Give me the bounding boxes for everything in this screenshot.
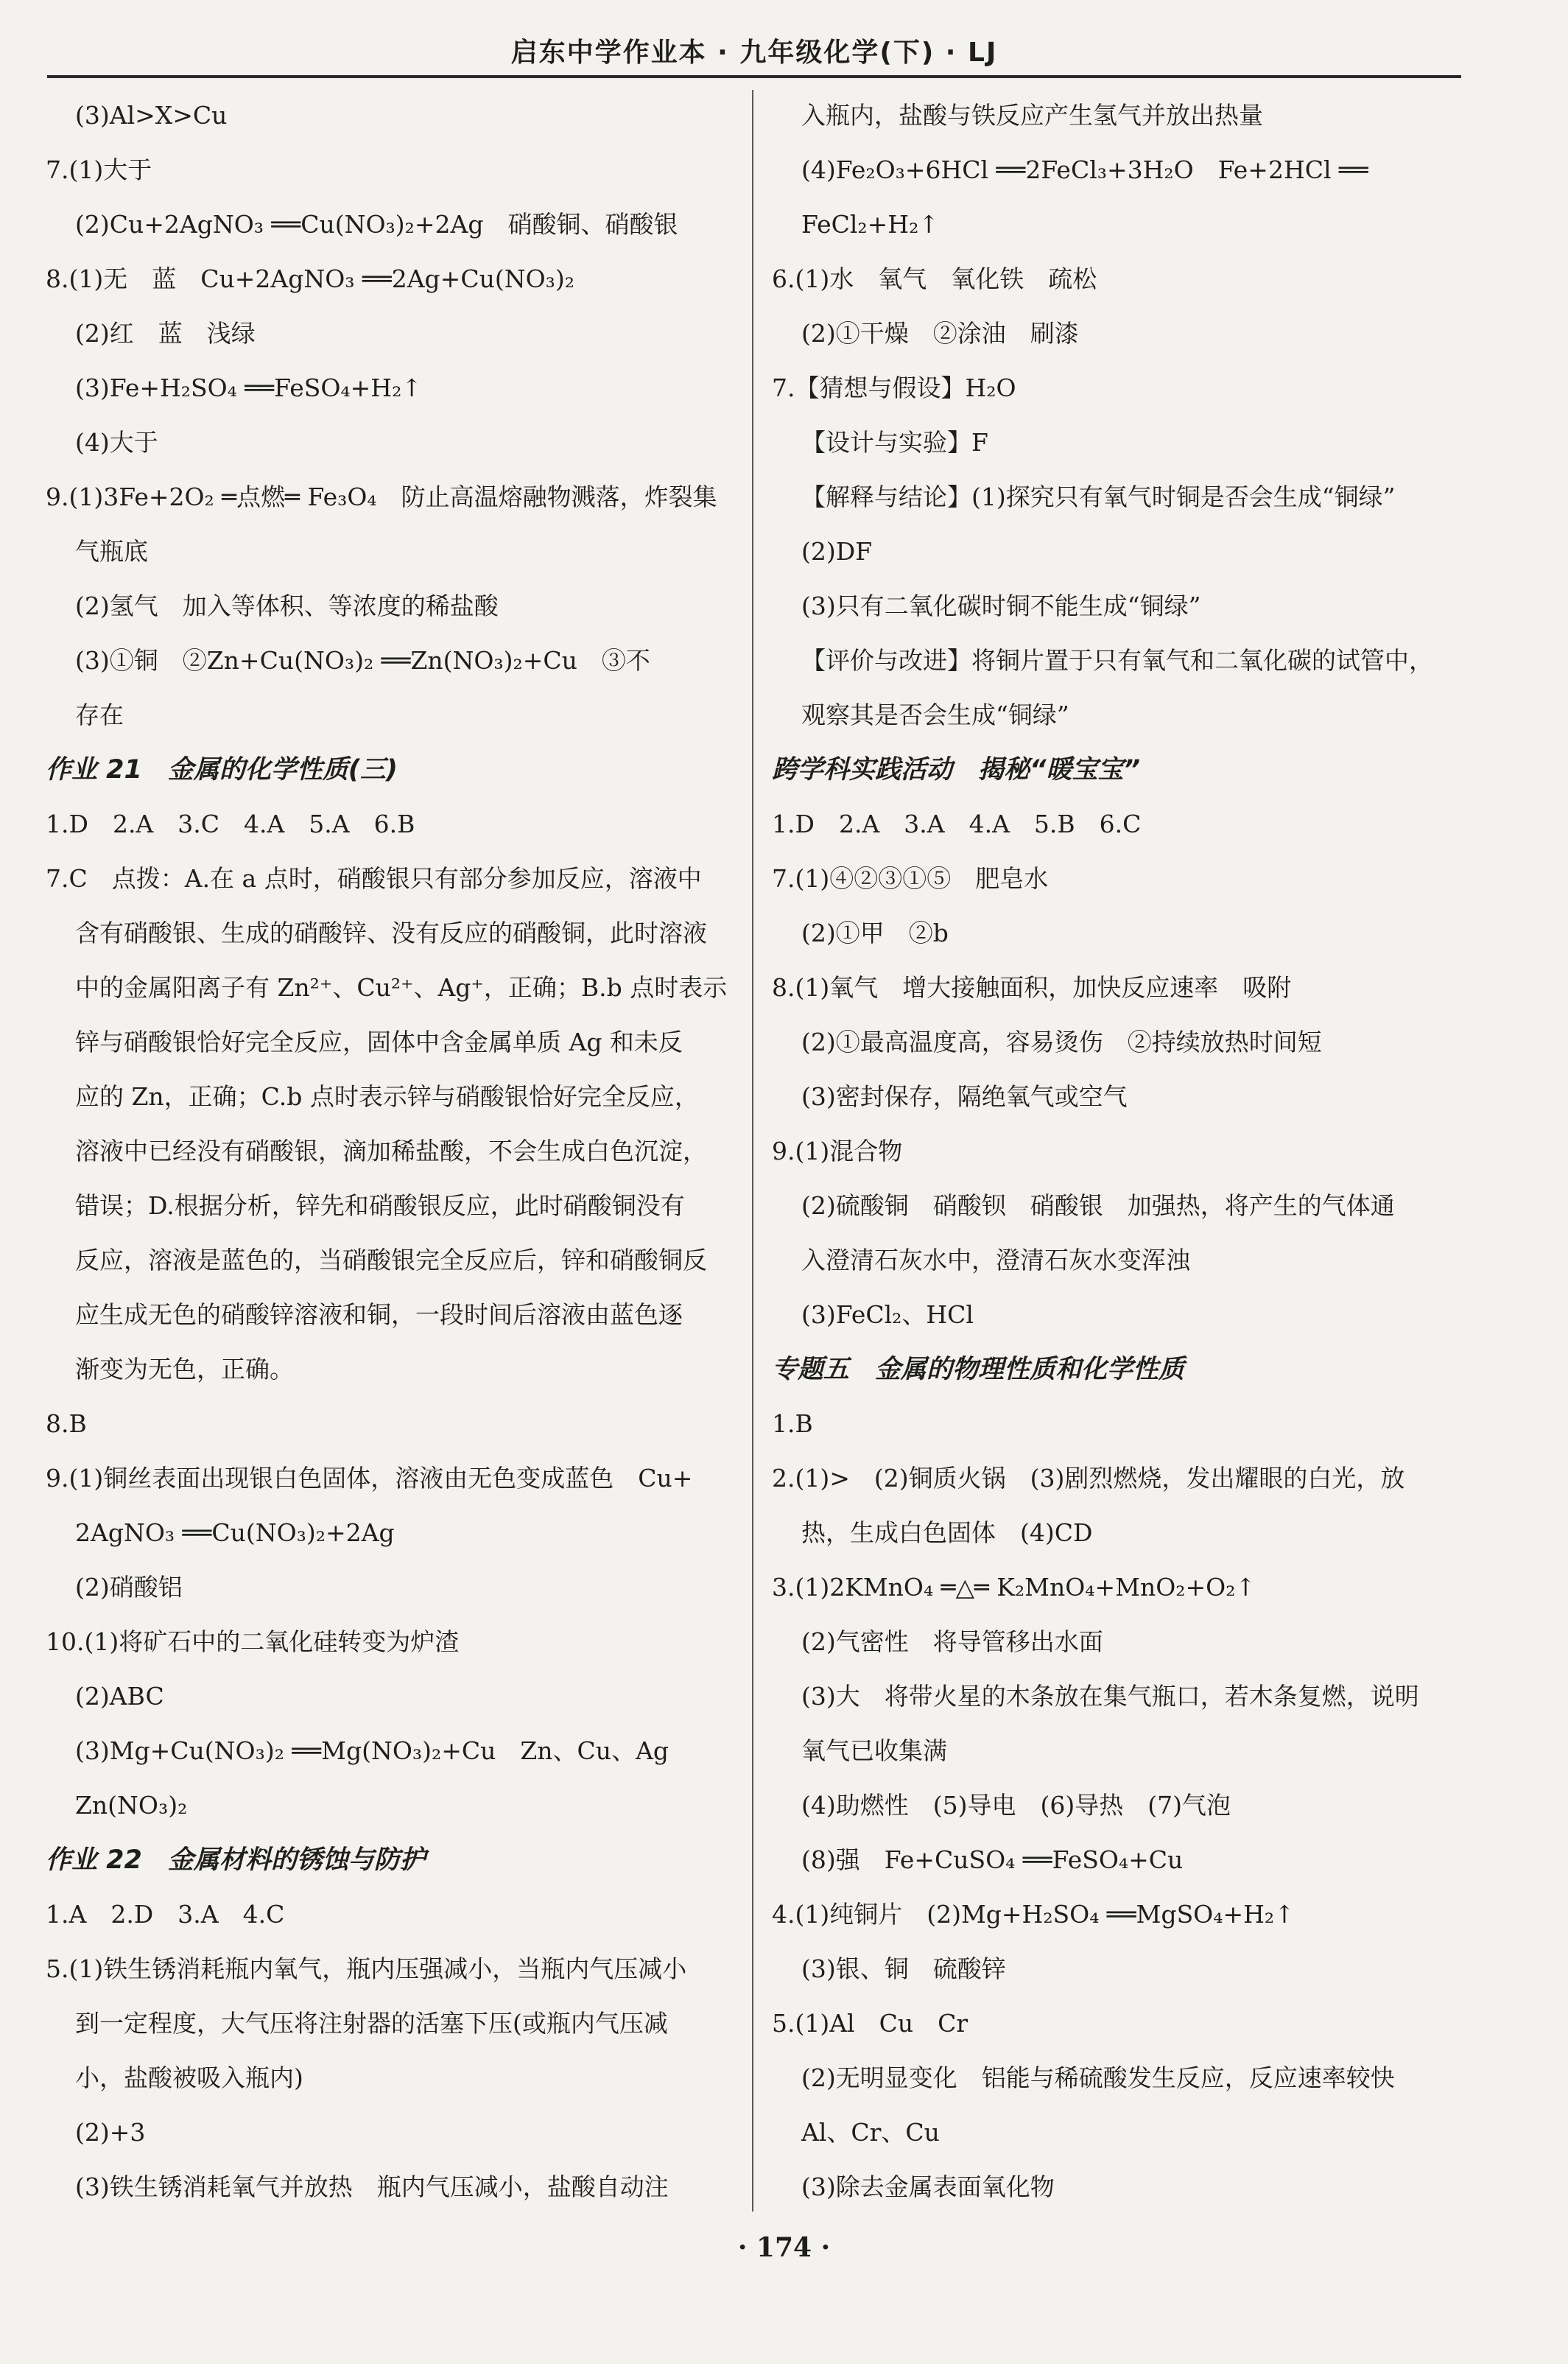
answer-line: 8.(1)氧气 增大接触面积，加快反应速率 吸附 (772, 973, 1292, 1002)
header-title: 启东中学作业本 · 九年级化学(下) · LJ (510, 38, 998, 68)
left-column (46, 88, 736, 2203)
answer-line: 1.D 2.A 3.C 4.A 5.A 6.B (46, 810, 415, 838)
answer-line: (3)只有二氧化碳时铜不能生成“铜绿” (801, 592, 1201, 620)
section-heading: 跨学科实践活动 揭秘“暖宝宝” (772, 755, 1141, 785)
page-number: · 174 · (737, 2232, 831, 2263)
answer-line: 7.C 点拨：A.在 a 点时，硝酸银只有部分参加反应，溶液中 (46, 864, 702, 893)
answer-line: 3.(1)2KMnO₄ ═△═ K₂MnO₄+MnO₂+O₂↑ (772, 1573, 1256, 1602)
answer-line: 5.(1)Al Cu Cr (772, 2009, 968, 2038)
answer-line: 【评价与改进】将铜片置于只有氧气和二氧化碳的试管中， (801, 646, 1433, 675)
answer-line: Al、Cr、Cu (801, 2118, 940, 2147)
answer-line: 溶液中已经没有硝酸银，滴加稀盐酸，不会生成白色沉淀， (75, 1137, 707, 1165)
answer-line: 10.(1)将矿石中的二氧化硅转变为炉渣 (46, 1627, 460, 1656)
section-heading: 作业 21 金属的化学性质(三) (46, 755, 398, 785)
answer-line: 4.(1)纯铜片 (2)Mg+H₂SO₄ ══MgSO₄+H₂↑ (772, 1900, 1295, 1929)
answer-line: (2)硝酸铝 (75, 1573, 183, 1602)
answer-line: (3)Fe+H₂SO₄ ══FeSO₄+H₂↑ (75, 373, 422, 402)
section-heading: 作业 22 金属材料的锈蚀与防护 (46, 1845, 426, 1875)
answer-line: (2)气密性 将导管移出水面 (801, 1627, 1103, 1656)
column-divider (752, 90, 753, 2212)
answer-line: 渐变为无色，正确。 (75, 1355, 294, 1383)
answer-line: 9.(1)混合物 (772, 1137, 903, 1165)
answer-line: 入瓶内，盐酸与铁反应产生氢气并放出热量 (801, 101, 1263, 130)
section-heading: 专题五 金属的物理性质和化学性质 (772, 1355, 1185, 1384)
answer-line: 6.(1)水 氧气 氧化铁 疏松 (772, 264, 1097, 293)
answer-line: (2)①最高温度高，容易烫伤 ②持续放热时间短 (801, 1028, 1322, 1056)
answer-line: 7.【猜想与假设】H₂O (772, 373, 1016, 402)
answer-line: 错误；D.根据分析，锌先和硝酸银反应，此时硝酸铜没有 (75, 1191, 685, 1220)
answer-line: 应生成无色的硝酸锌溶液和铜，一段时间后溶液由蓝色逐 (75, 1300, 683, 1329)
answer-line: 2.(1)> (2)铜质火锅 (3)剧烈燃烧，发出耀眼的白光，放 (772, 1464, 1405, 1493)
answer-line: 入澄清石灰水中，澄清石灰水变浑浊 (801, 1246, 1190, 1274)
answer-line: 8.B (46, 1409, 87, 1438)
answer-line: (3)除去金属表面氧化物 (801, 2172, 1055, 2201)
answer-line: (3)铁生锈消耗氧气并放热 瓶内气压减小，盐酸自动注 (75, 2172, 669, 2201)
answer-line: (3)银、铜 硫酸锌 (801, 1954, 1006, 1983)
answer-line: FeCl₂+H₂↑ (801, 210, 939, 239)
answer-line: 2AgNO₃ ══Cu(NO₃)₂+2Ag (75, 1518, 395, 1547)
answer-line: 氧气已收集满 (801, 1736, 947, 1765)
answer-line: (4)Fe₂O₃+6HCl ══2FeCl₃+3H₂O Fe+2HCl ══ (801, 155, 1368, 184)
answer-line: 5.(1)铁生锈消耗瓶内氧气，瓶内压强减小，当瓶内气压减小 (46, 1954, 687, 1983)
answer-line: 7.(1)大于 (46, 155, 152, 184)
answer-line: 热，生成白色固体 (4)CD (801, 1518, 1093, 1547)
answer-line: 锌与硝酸银恰好完全反应，固体中含金属单质 Ag 和未反 (75, 1028, 683, 1056)
answer-line: (3)①铜 ②Zn+Cu(NO₃)₂ ══Zn(NO₃)₂+Cu ③不 (75, 646, 650, 675)
answer-line: (8)强 Fe+CuSO₄ ══FeSO₄+Cu (801, 1845, 1184, 1874)
answer-line: (3)FeCl₂、HCl (801, 1300, 974, 1329)
answer-line: (3)密封保存，隔绝氧气或空气 (801, 1082, 1128, 1111)
answer-line: (2)①干燥 ②涂油 刷漆 (801, 319, 1079, 348)
right-column (772, 88, 1461, 2203)
answer-line: 气瓶底 (75, 537, 148, 566)
answer-line: (2)DF (801, 537, 873, 566)
answer-line: 1.B (772, 1409, 813, 1438)
answer-line: (2)ABC (75, 1682, 164, 1711)
answer-line: (3)大 将带火星的木条放在集气瓶口，若木条复燃，说明 (801, 1682, 1419, 1711)
answer-line: (4)大于 (75, 428, 158, 457)
answer-line: 8.(1)无 蓝 Cu+2AgNO₃ ══2Ag+Cu(NO₃)₂ (46, 264, 574, 293)
answer-line: (2)+3 (75, 2118, 146, 2147)
answer-line: 观察其是否会生成“铜绿” (801, 701, 1069, 729)
answer-line: 中的金属阳离子有 Zn²⁺、Cu²⁺、Ag⁺，正确；B.b 点时表示 (75, 973, 728, 1002)
answer-line: (2)无明显变化 铝能与稀硫酸发生反应，反应速率较快 (801, 2063, 1395, 2092)
answer-line: 到一定程度，大气压将注射器的活塞下压(或瓶内气压减 (75, 2009, 668, 2038)
answer-line: (2)①甲 ②b (801, 919, 949, 947)
answer-line: 含有硝酸银、生成的硝酸锌、没有反应的硝酸铜，此时溶液 (75, 919, 707, 947)
answer-line: 存在 (75, 701, 124, 729)
answer-line: Zn(NO₃)₂ (75, 1791, 188, 1820)
answer-line: 反应，溶液是蓝色的，当硝酸银完全反应后，锌和硝酸铜反 (75, 1246, 707, 1274)
answer-line: (2)Cu+2AgNO₃ ══Cu(NO₃)₂+2Ag 硝酸铜、硝酸银 (75, 210, 678, 239)
answer-line: 1.A 2.D 3.A 4.C (46, 1900, 285, 1929)
answer-line: 9.(1)3Fe+2O₂ ═点燃═ Fe₃O₄ 防止高温熔融物溅落，炸裂集 (46, 483, 717, 511)
answer-line: 9.(1)铜丝表面出现银白色固体，溶液由无色变成蓝色 Cu+ (46, 1464, 693, 1493)
answer-line: (2)氢气 加入等体积、等浓度的稀盐酸 (75, 592, 499, 620)
answer-line: (2)红 蓝 浅绿 (75, 319, 256, 348)
running-header (47, 32, 1461, 78)
answer-line: (3)Al>X>Cu (75, 101, 228, 130)
answer-line: 1.D 2.A 3.A 4.A 5.B 6.C (772, 810, 1142, 838)
answer-line: 【设计与实验】F (801, 428, 988, 457)
answer-line: (3)Mg+Cu(NO₃)₂ ══Mg(NO₃)₂+Cu Zn、Cu、Ag (75, 1736, 669, 1765)
answer-line: 小，盐酸被吸入瓶内) (75, 2063, 303, 2092)
answer-line: 应的 Zn，正确；C.b 点时表示锌与硝酸银恰好完全反应， (75, 1082, 699, 1111)
answer-line: 【解释与结论】(1)探究只有氧气时铜是否会生成“铜绿” (801, 483, 1396, 511)
answer-line: (2)硫酸铜 硝酸钡 硝酸银 加强热，将产生的气体通 (801, 1191, 1395, 1220)
answer-line: (4)助燃性 (5)导电 (6)导热 (7)气泡 (801, 1791, 1231, 1820)
answer-line: 7.(1)④②③①⑤ 肥皂水 (772, 864, 1049, 893)
